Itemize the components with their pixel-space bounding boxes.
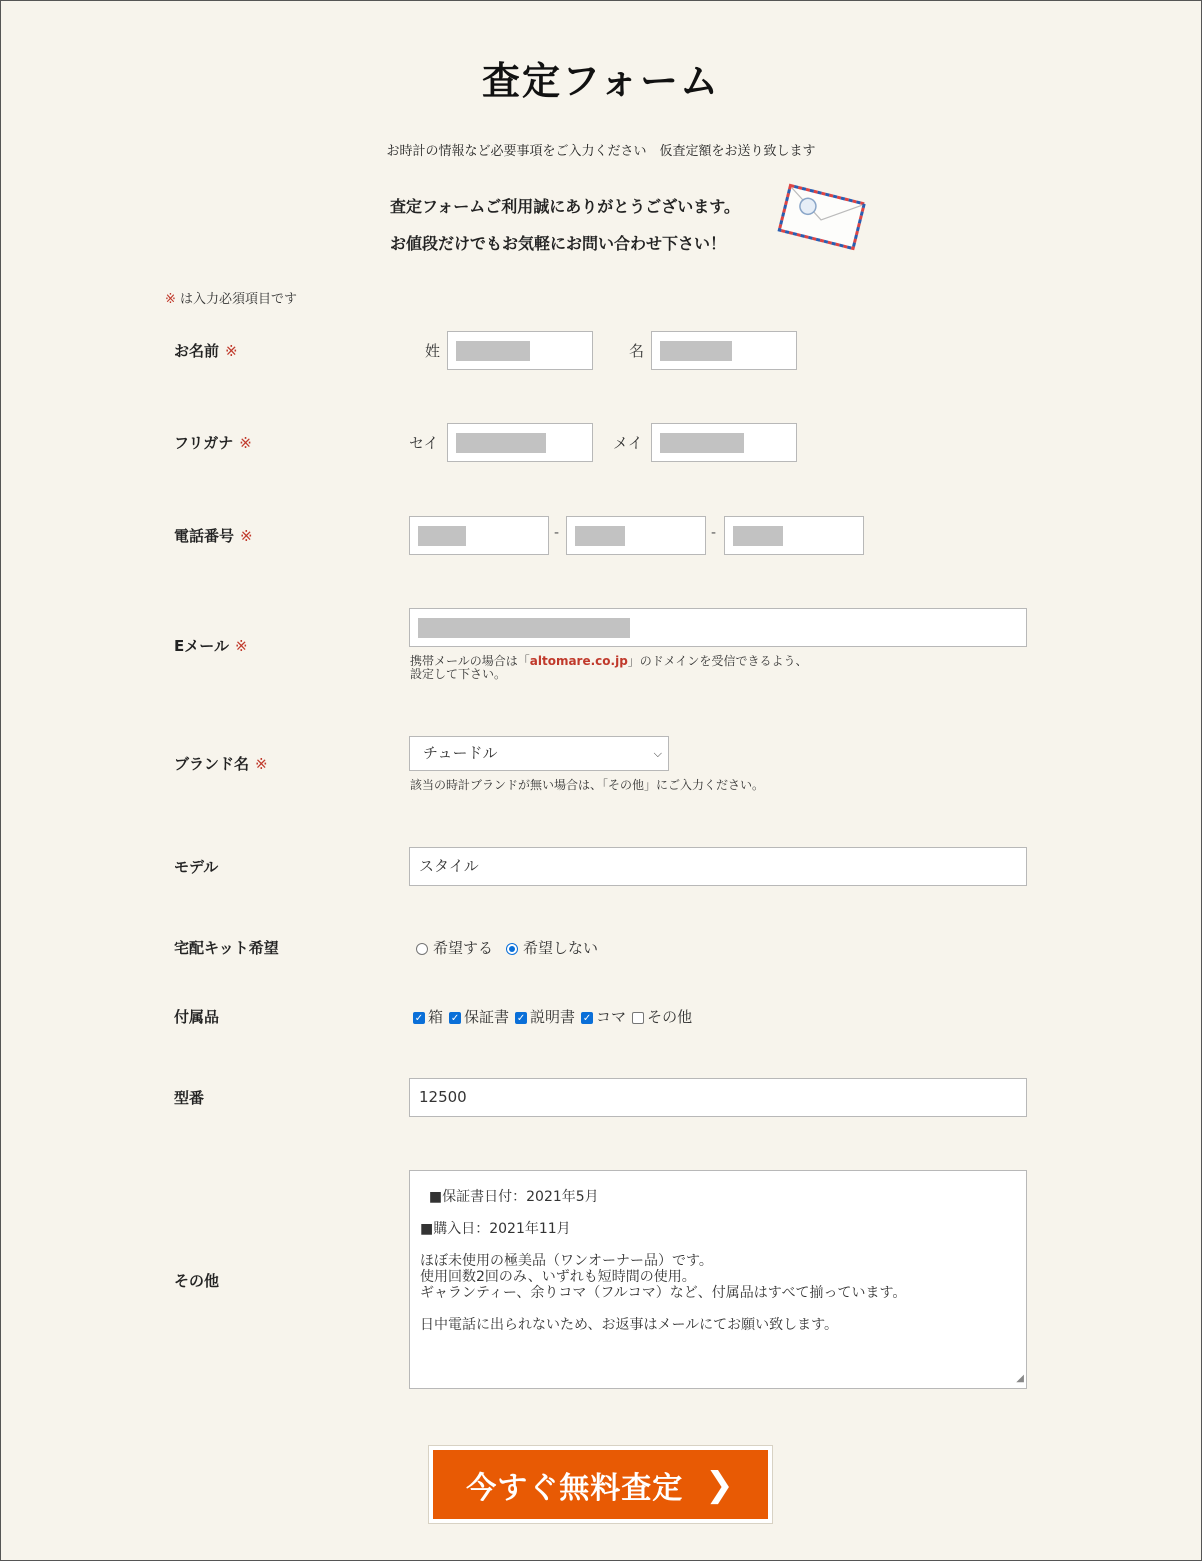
last-kana-input[interactable] bbox=[447, 423, 593, 462]
chevron-right-icon: ❯ bbox=[705, 1464, 735, 1505]
brand-selected-value: チュードル bbox=[423, 744, 498, 762]
kit-radio-group bbox=[416, 937, 611, 958]
required-mark: ※ bbox=[255, 755, 268, 773]
accessory-label: 箱 bbox=[428, 1008, 444, 1026]
redacted-value bbox=[575, 526, 625, 546]
ref-label-text: 型番 bbox=[174, 1089, 205, 1107]
redacted-value bbox=[456, 433, 546, 453]
email-domain: altomare.co.jp bbox=[529, 654, 628, 668]
brand-label bbox=[174, 753, 268, 774]
kit-option-label: 希望しない bbox=[523, 939, 599, 957]
envelope-icon bbox=[776, 178, 868, 254]
accessory-label: 説明書 bbox=[530, 1008, 576, 1026]
kit-label-text: 宅配キット希望 bbox=[174, 939, 279, 957]
kit-label bbox=[174, 937, 279, 958]
redacted-value bbox=[456, 341, 530, 361]
last-kana-prefix: セイ bbox=[409, 434, 439, 452]
first-kana-input[interactable] bbox=[651, 423, 797, 462]
required-mark: ※ bbox=[239, 434, 252, 452]
radio-button[interactable] bbox=[506, 943, 518, 955]
chevron-down-icon: ⌵ bbox=[653, 747, 662, 760]
page-subtitle: お時計の情報など必要事項をご入力ください 仮査定額をお送り致します bbox=[386, 144, 816, 159]
required-mark: ※ bbox=[234, 637, 248, 655]
required-note-text: は入力必須項目です bbox=[175, 292, 298, 307]
required-mark: ※ bbox=[165, 292, 176, 307]
email-help-text: 携帯メールの場合は「 bbox=[410, 654, 530, 668]
brand-help: 該当の時計ブランドが無い場合は、「その他」にご入力ください。 bbox=[410, 778, 765, 792]
required-mark: ※ bbox=[225, 342, 238, 360]
checkbox[interactable]: ✓ bbox=[516, 1012, 526, 1024]
checkbox[interactable] bbox=[632, 1012, 644, 1024]
submit-button-label: 今すぐ無料査定 bbox=[466, 1470, 684, 1506]
ref-label bbox=[174, 1087, 204, 1108]
phone-label-text: 電話番号 bbox=[174, 527, 235, 545]
redacted-value bbox=[660, 433, 744, 453]
accessory-warranty[interactable] bbox=[449, 1006, 509, 1027]
brand-label-text: ブランド名 bbox=[174, 755, 250, 773]
first-name-prefix: 名 bbox=[629, 342, 645, 360]
model-input[interactable]: スタイル bbox=[409, 847, 1027, 886]
kit-option-yes[interactable] bbox=[416, 937, 493, 958]
email-label bbox=[174, 635, 248, 656]
model-label bbox=[174, 856, 218, 877]
accessory-other[interactable] bbox=[632, 1006, 692, 1027]
model-label-text: モデル bbox=[174, 858, 219, 876]
phone-part-1-input[interactable] bbox=[409, 516, 549, 555]
phone-part-3-input[interactable] bbox=[724, 516, 864, 555]
kit-option-no[interactable] bbox=[506, 937, 598, 958]
other-label bbox=[174, 1270, 219, 1291]
first-kana-prefix: メイ bbox=[613, 434, 643, 452]
accessory-label: その他 bbox=[647, 1008, 693, 1026]
checkbox[interactable]: ✓ bbox=[582, 1012, 592, 1024]
phone-part-2-input[interactable] bbox=[566, 516, 706, 555]
other-label-text: その他 bbox=[174, 1272, 220, 1290]
redacted-value bbox=[418, 618, 630, 638]
thanks-line-2: お値段だけでもお気軽にお問い合わせ下さい！ bbox=[390, 234, 727, 253]
accessory-links[interactable] bbox=[581, 1006, 626, 1027]
page-title: 査定フォーム bbox=[481, 58, 721, 103]
email-input[interactable] bbox=[409, 608, 1027, 647]
accessory-box[interactable] bbox=[413, 1006, 443, 1027]
furigana-label bbox=[174, 432, 252, 453]
radio-button[interactable] bbox=[416, 943, 428, 955]
redacted-value bbox=[733, 526, 783, 546]
required-note bbox=[165, 288, 297, 307]
other-textarea-value: ■保証書日付：2021年5月 ■購入日：2021年11月 ほぼ未使用の極美品（ワンオーナー品）です。 使用回数2回のみ、いずれも短時間の使用。 ギャランティー、余りコマ（フルコマ）など、付属品はすべて揃っています。 日中電話に出られないため、お返事はメールにてお願い致します。 bbox=[420, 1189, 907, 1333]
last-name-prefix: 姓 bbox=[425, 342, 441, 360]
other-textarea[interactable] bbox=[409, 1170, 1027, 1389]
submit-button-frame bbox=[428, 1445, 773, 1524]
brand-select[interactable] bbox=[409, 736, 669, 771]
accessory-manual[interactable] bbox=[515, 1006, 575, 1027]
phone-label bbox=[174, 525, 253, 546]
accessory-label: コマ bbox=[596, 1008, 627, 1026]
accessories-label-text: 付属品 bbox=[174, 1008, 220, 1026]
checkbox[interactable]: ✓ bbox=[450, 1012, 460, 1024]
email-label-text: Eメール bbox=[174, 637, 229, 655]
checkbox[interactable]: ✓ bbox=[414, 1012, 424, 1024]
submit-button[interactable] bbox=[433, 1450, 768, 1519]
ref-input[interactable]: 12500 bbox=[409, 1078, 1027, 1117]
thanks-line-1: 査定フォームご利用誠にありがとうございます。 bbox=[390, 197, 740, 216]
furigana-label-text: フリガナ bbox=[174, 434, 234, 452]
name-label-text: お名前 bbox=[174, 342, 220, 360]
email-help bbox=[410, 655, 807, 681]
redacted-value bbox=[418, 526, 466, 546]
phone-separator: - bbox=[554, 525, 560, 541]
redacted-value bbox=[660, 341, 732, 361]
first-name-input[interactable] bbox=[651, 331, 797, 370]
email-help-line-2: 設定して下さい。 bbox=[410, 667, 507, 681]
required-mark: ※ bbox=[240, 527, 253, 545]
resize-handle-icon[interactable]: ◢ bbox=[1016, 1373, 1024, 1384]
name-label bbox=[174, 340, 238, 361]
accessory-label: 保証書 bbox=[464, 1008, 510, 1026]
email-help-text: 」のドメインを受信できるよう、 bbox=[627, 654, 808, 668]
last-name-input[interactable] bbox=[447, 331, 593, 370]
thanks-message bbox=[390, 188, 740, 262]
kit-option-label: 希望する bbox=[433, 939, 494, 957]
phone-separator: - bbox=[711, 525, 717, 541]
accessories-checkbox-group bbox=[413, 1006, 698, 1027]
accessories-label bbox=[174, 1006, 219, 1027]
